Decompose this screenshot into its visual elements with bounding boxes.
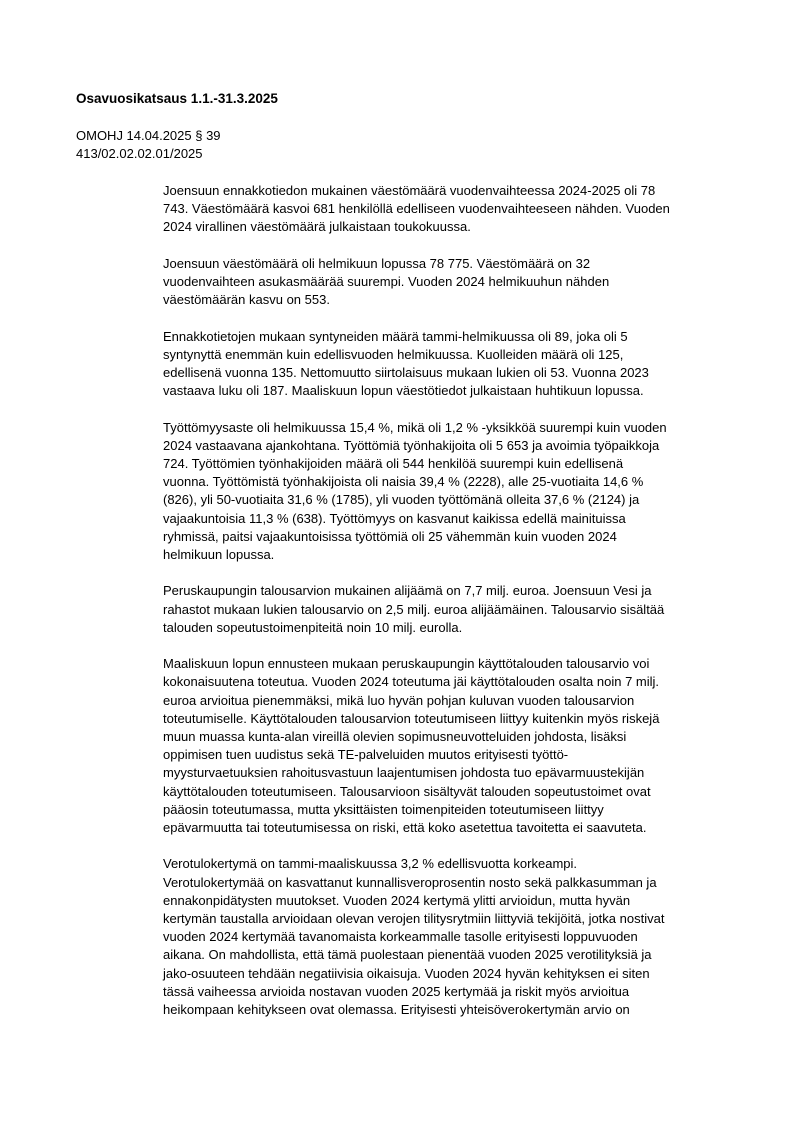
- paragraph-population-february: [163, 255, 743, 310]
- text-line: Peruskaupungin talousarvion mukainen alijäämä on 7,7 milj. euroa. Joensuun Vesi ja: [163, 583, 652, 599]
- text-line: muun muassa kunta-alan vireillä olevien sopimusneuvotteluiden johdosta, lisäksi: [163, 729, 627, 745]
- text-line: Maaliskuun lopun ennusteen mukaan peruskaupungin käyttötalouden talousarvio voi: [163, 656, 650, 672]
- text-line: vajaakuntoisia 11,3 % (638). Työttömyys on kasvanut kaikissa edellä mainituissa: [163, 510, 626, 526]
- paragraph-budget-deficit: [163, 582, 743, 637]
- text-line: 2024 vastaavana ajankohtana. Työttömiä työnhakijoita oli 5 653 ja avoimia työpaikkoja: [163, 437, 660, 453]
- text-line: euroa arvioitua pienemmäksi, mikä luo hyvän pohjan kuluvan vuoden talousarvion: [163, 692, 635, 708]
- text-line: jako-osuuteen tehdään negatiivisia oikaisuja. Vuoden 2024 hyvän kehityksen ei siten: [163, 965, 650, 981]
- text-line: 743. Väestömäärä kasvoi 681 henkilöllä edelliseen vuodenvaihteeseen nähden. Vuoden: [163, 201, 670, 217]
- text-line: vuodenvaihteen asukasmäärää suurempi. Vuoden 2024 helmikuuhun nähden: [163, 274, 610, 289]
- text-line: aikana. On mahdollista, että tämä puolestaan pienentää vuoden 2025 verotilityksiä ja: [163, 947, 652, 963]
- paragraph-unemployment: [163, 419, 743, 565]
- text-line: Joensuun väestömäärä oli helmikuun lopussa 78 775. Väestömäärä on 32: [163, 255, 591, 271]
- text-line: väestömäärän kasvu on 553.: [163, 292, 330, 308]
- text-line: talouden sopeutustoimenpiteitä noin 10 milj. eurolla.: [163, 619, 463, 635]
- text-line: epävarmuutta tai toteutumisessa on riski, että koko asetettua tavoitetta ei saavuteta.: [163, 820, 647, 836]
- text-line: myysturvaetuuksien rahoitusvastuun laajentumisen johdosta tuo epävarmuustekijän: [163, 765, 645, 781]
- text-line: vuonna. Työttömistä työnhakijoista oli naisia 39,4 % (2228), alle 25-vuotiaita 14,6 %: [163, 474, 644, 490]
- text-line: Verotulokertymä on tammi-maaliskuussa 3,2 % edellisvuotta korkeampi.: [163, 856, 578, 872]
- meeting-reference: OMOHJ 14.04.2025 § 39: [76, 128, 221, 143]
- text-line: rahastot mukaan lukien talousarvio on 2,5 milj. euroa alijäämäinen. Talousarvio sisältää: [163, 601, 665, 617]
- text-line: Verotulokertymää on kasvattanut kunnallisveroprosentin nosto sekä palkkasumman ja: [163, 874, 657, 890]
- text-line: kertymän taustalla arvioidaan olevan verojen tilitysrytmiin liittyviä tekijöitä, jotka nostivat: [163, 911, 665, 927]
- paragraph-births-deaths: [163, 328, 743, 401]
- text-line: oppimisen tuen uudistus sekä TE-palveluiden muutos erityisesti työttö-: [163, 747, 569, 763]
- text-line: 2024 virallinen väestömäärä julkaistaan toukokuussa.: [163, 219, 471, 235]
- text-line: (826), yli 50-vuotiaita 31,6 % (1785), yli vuoden työttömänä olleita 37,6 % (2124) ja: [163, 492, 640, 508]
- paragraph-population-year-end: [163, 182, 743, 237]
- text-line: ennakonpidätysten muutokset. Vuoden 2024 kertymä ylitti arvioidun, mutta hyvän: [163, 892, 631, 908]
- document-meta: [76, 127, 221, 163]
- text-line: 724. Työttömien työnhakijoiden määrä oli 544 henkilöä suurempi kuin edellisenä: [163, 456, 624, 471]
- document-body: [163, 182, 743, 1037]
- text-line: syntynyttä enemmän kuin edellisvuoden helmikuussa. Kuolleiden määrä oli 125,: [163, 346, 624, 362]
- text-line: käyttötalouden toteutumiseen. Talousarvioon sisältyvät talouden sopeutustoimet ovat: [163, 783, 651, 799]
- document-title: Osavuosikatsaus 1.1.-31.3.2025: [76, 91, 278, 106]
- text-line: heikompaan kehitykseen ovat olemassa. Erityisesti yhteisöverokertymän arvio on: [163, 1002, 630, 1018]
- text-line: Joensuun ennakkotiedon mukainen väestömäärä vuodenvaihteessa 2024-2025 oli 78: [163, 183, 656, 198]
- text-line: vuoden 2024 kertymää tavanomaista korkeammalle tasolle erityisesti loppuvuoden: [163, 929, 638, 945]
- text-line: vastaava luku oli 187. Maaliskuun lopun väestötiedot julkaistaan huhtikuun lopussa.: [163, 383, 644, 399]
- text-line: edellisenä vuonna 135. Nettomuutto siirtolaisuus mukaan lukien oli 53. Vuonna 2023: [163, 365, 649, 380]
- text-line: toteutumiselle. Käyttötalouden talousarvion toteutumiseen liittyy kuitenkin myös riskejä: [163, 710, 660, 726]
- record-number: 413/02.02.02.01/2025: [76, 146, 203, 161]
- paragraph-operating-budget: [163, 655, 743, 837]
- text-line: Työttömyysaste oli helmikuussa 15,4 %, mikä oli 1,2 % -yksikköä suurempi kuin vuoden: [163, 419, 667, 435]
- text-line: ryhmissä, paitsi vajaakuntoisissa työttömiä oli 25 vähemmän kuin vuoden 2024: [163, 528, 617, 544]
- text-line: kokonaisuutena toteutua. Vuoden 2024 toteutuma jäi käyttötalouden osalta noin 7 milj.: [163, 674, 660, 690]
- paragraph-tax-revenue: [163, 855, 743, 1019]
- text-line: tässä vaiheessa arvioida nostavan vuoden 2025 kertymää ja riskit myös arvioitua: [163, 983, 630, 999]
- text-line: helmikuun lopussa.: [163, 547, 275, 563]
- text-line: pääosin toteutumassa, mutta yksittäisten toimenpiteiden toteutumiseen liittyy: [163, 801, 604, 817]
- text-line: Ennakkotietojen mukaan syntyneiden määrä tammi-helmikuussa oli 89, joka oli 5: [163, 328, 628, 344]
